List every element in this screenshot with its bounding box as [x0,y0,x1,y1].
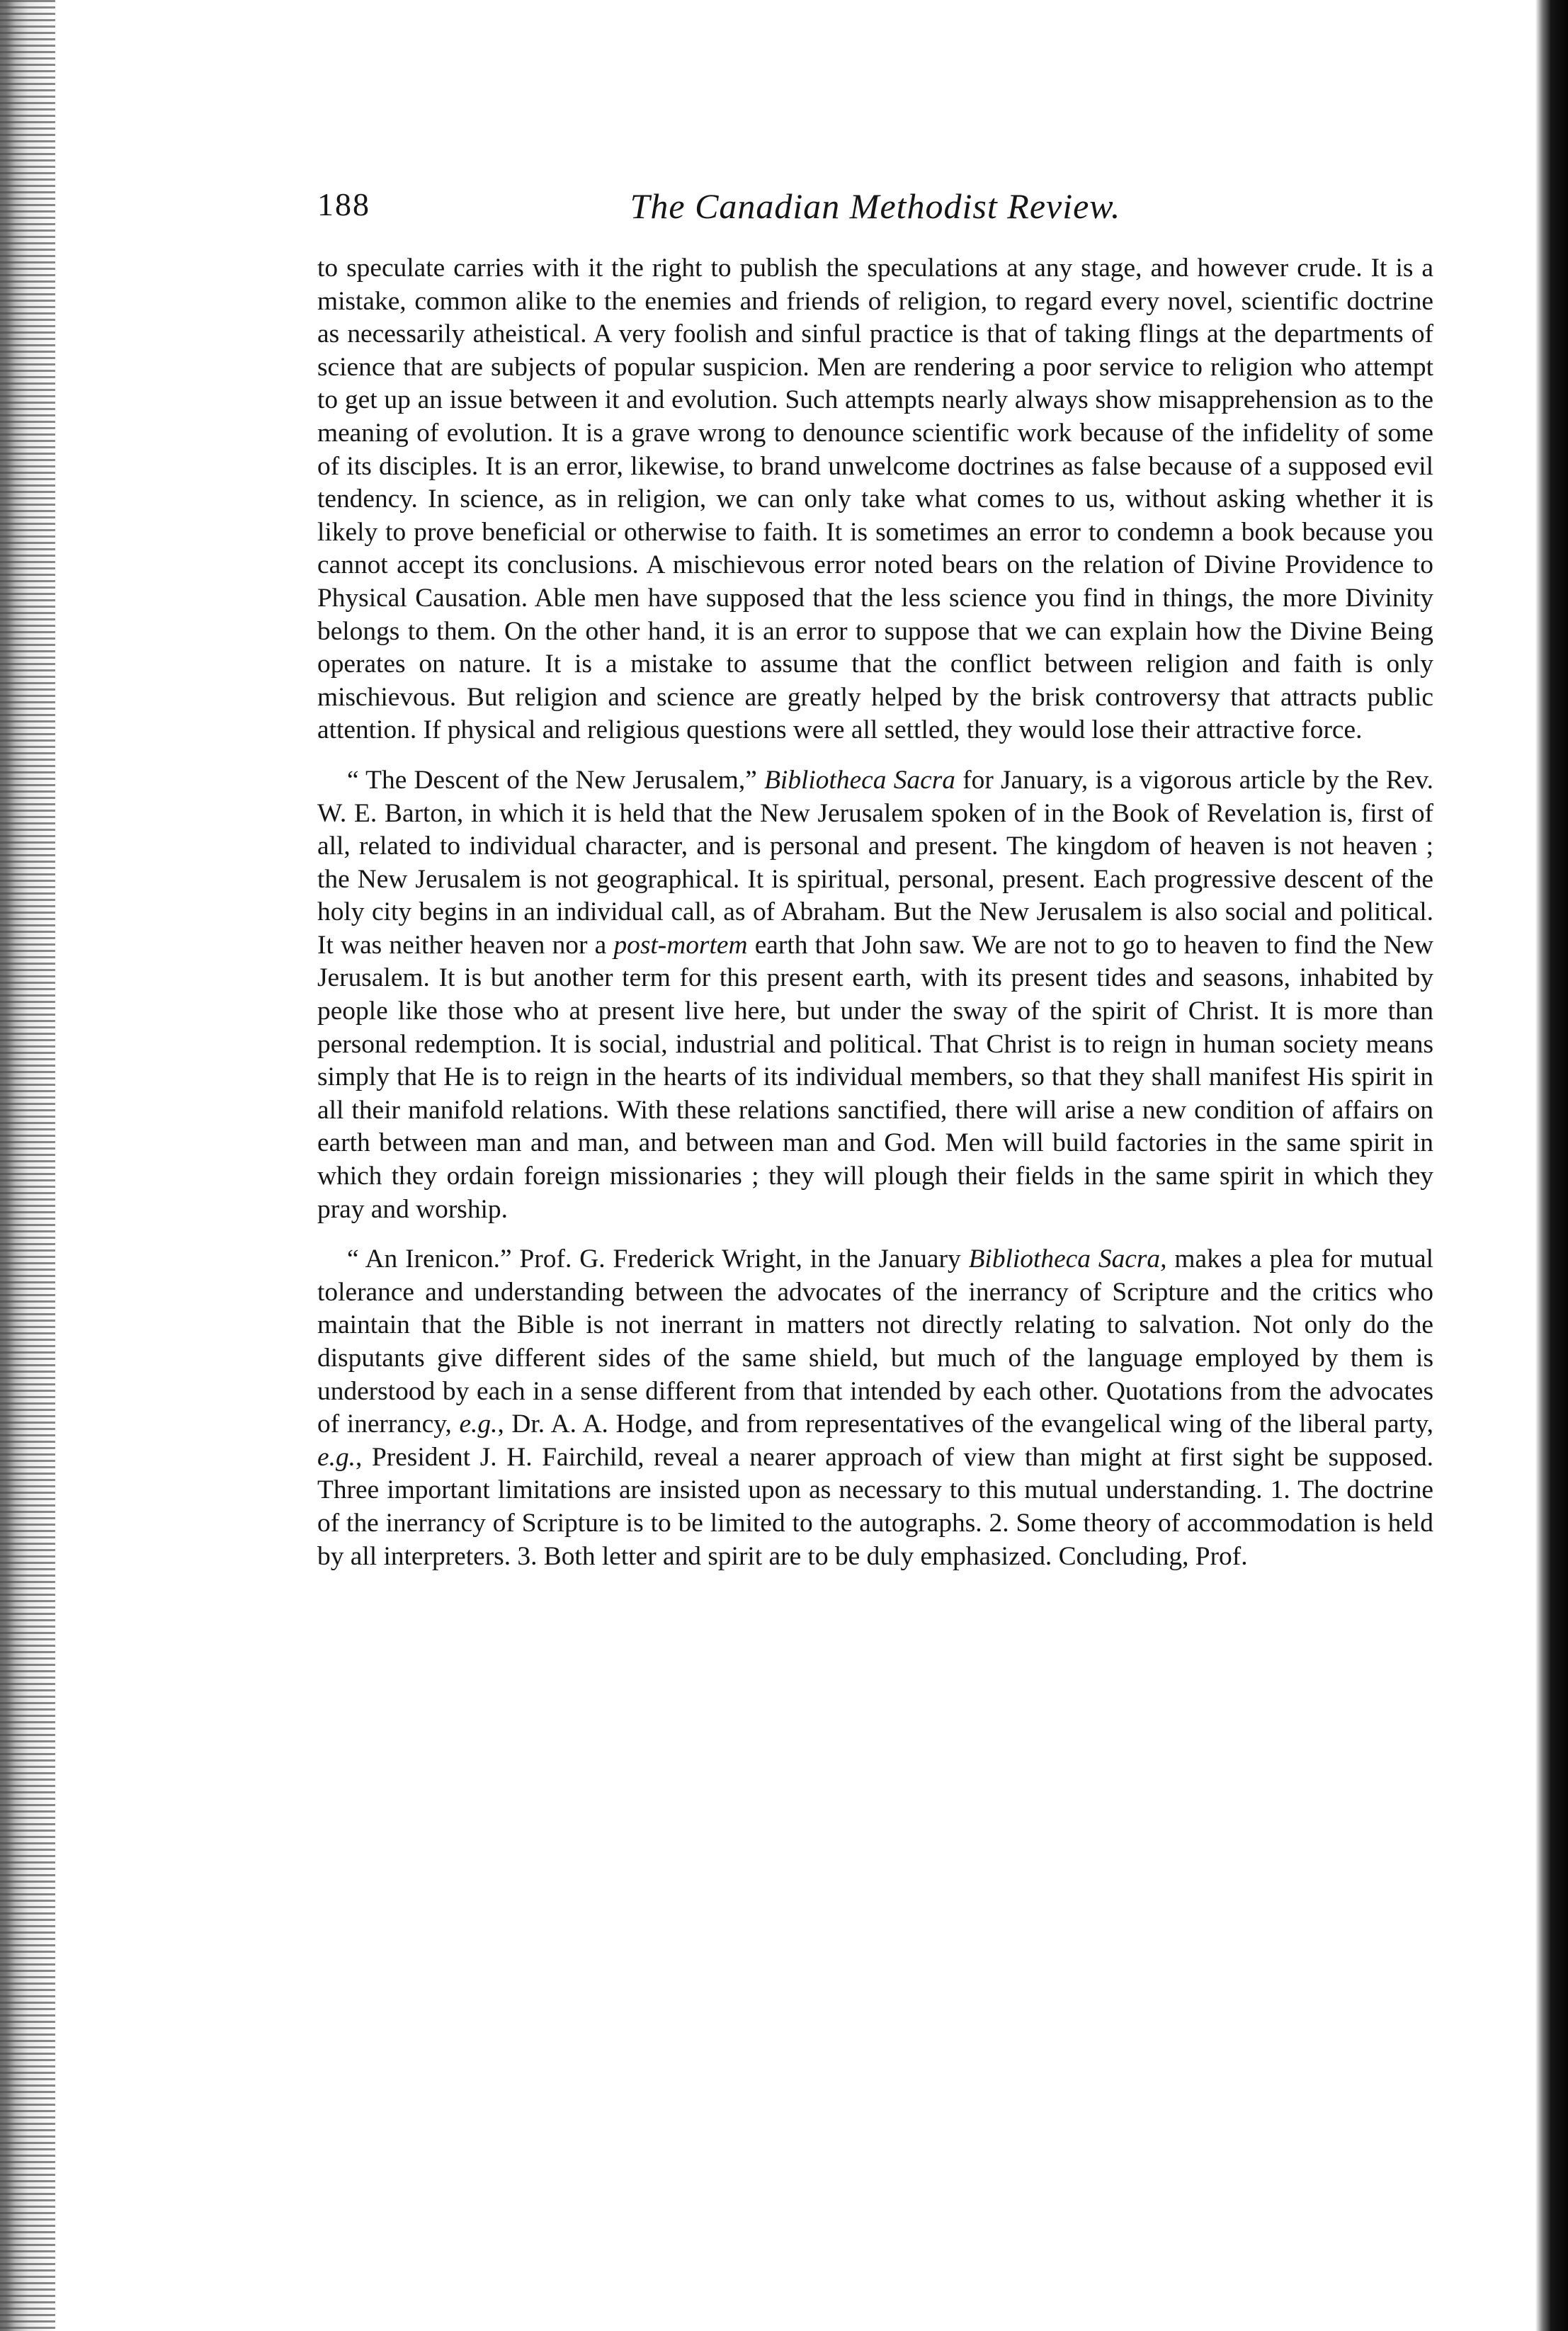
italic-text-run: Bibliotheca Sacra, [968,1244,1167,1274]
text-run: to speculate carries with it the right to publish the speculations at any stage, and however crude. It is a mistake, common alike to the enemies and friends of religion, to regard every novel, scientific doctrine as necessarily atheistical. A very foolish and sinful practice is that of taking flings at the departments of science that are subjects of popular suspicion. Men are rendering a poor service to religion who attempt to get up an issue between it and evolution. Such attempts nearly always show misapprehension as to the meaning of evolution. It is a grave wrong to denounce scientific work because of the infidelity of some of its disciples. It is an error, likewise, to brand unwelcome doctrines as false because of a supposed evil tendency. In science, as in religion, we can only take what comes to us, without asking whether it is likely to prove beneficial or otherwise to faith. It is sometimes an error to condemn a book because you cannot accept its conclusions. A mischievous error noted bears on the relation of Divine Providence to Physical Causation. Able men have supposed that the less science you find in things, the more Divinity belongs to them. On the other hand, it is an error to suppose that we can explain how the Divine Being operates on nature. It is a mistake to assume that the conflict between religion and faith is only mischievous. But religion and science are greatly helped by the brisk controversy that attracts public attention. If physical and religious questions were all settled, they would lose their attractive force. [317,254,1433,745]
running-head [317,186,1433,242]
italic-text-run: e.g. [317,1442,356,1472]
text-run: , President J. H. Fairchild, reveal a nearer approach of view than might at first sight be supposed. Three important limitations are insisted upon as necessary to this mutual understanding. 1. The doctrine of the inerrancy of Scripture is to be limited to the autographs. 2. Some theory of accommodation is held by all interpreters. 3. Both letter and spirit are to be duly emphasized. Concluding, Prof. [317,1442,1433,1571]
scan-shadow-left [0,0,55,2331]
text-run: “ The Descent of the New Jerusalem,” [347,765,765,795]
paragraph [317,252,1433,747]
paragraph [317,1243,1433,1573]
text-run: earth that John saw. We are not to go to heaven to find the New Jerusalem. It is but another term for this present earth, with its present tides and seasons, inhabited by people like those who at present live here, but under the sway of the spirit of Christ. It is more than personal redemption. It is social, industrial and political. That Christ is to reign in human society means simply that He is to reign in the hearts of its individual members, so that they shall manifest His spirit in all their manifold relations. With these relations sanctified, there will arise a new condition of affairs on earth between man and man, and between man and God. Men will build factories in the same spirit in which they ordain foreign missionaries ; they will plough their fields in the same spirit in which they pray and worship. [317,930,1433,1224]
text-run: , Dr. A. A. Hodge, and from representatives of the evangelical wing of the liberal party, [497,1410,1433,1439]
italic-text-run: post-mortem [613,930,748,960]
text-run: for January, is a vigorous article by the Rev. W. E. Barton, in which it is held that the New Jerusalem spoken of in the Book of Revelation is, first of all, related to individual character, and is personal and present. The kingdom of heaven is not heaven ; the New Jerusalem is not geographical. It is spiritual, personal, present. Each progressive descent of the holy city begins in an individual call, as of Abraham. But the New Jerusalem is also social and political. It was neither heaven nor a [317,765,1434,960]
page [317,186,1433,1573]
text-run: “ An Irenicon.” Prof. G. Frederick Wright, in the January [347,1244,969,1274]
text-run: makes a plea for mutual tolerance and understanding between the advocates of the inerrancy of Scripture and the critics who maintain that the Bible is not inerrant in matters not directly relating to salvation. Not only do the disputants give different sides of the same shield, but much of the language employed by them is understood by each in a sense different from that intended by each other. Quotations from the advocates of inerrancy, [317,1244,1434,1439]
scan-shadow-right [1535,0,1568,2331]
journal-title: The Canadian Methodist Review. [630,186,1121,226]
italic-text-run: e.g. [459,1410,498,1439]
body-text [317,252,1433,1573]
paragraph [317,764,1433,1226]
italic-text-run: Bibliotheca Sacra [764,765,955,795]
page-number: 188 [317,186,370,222]
